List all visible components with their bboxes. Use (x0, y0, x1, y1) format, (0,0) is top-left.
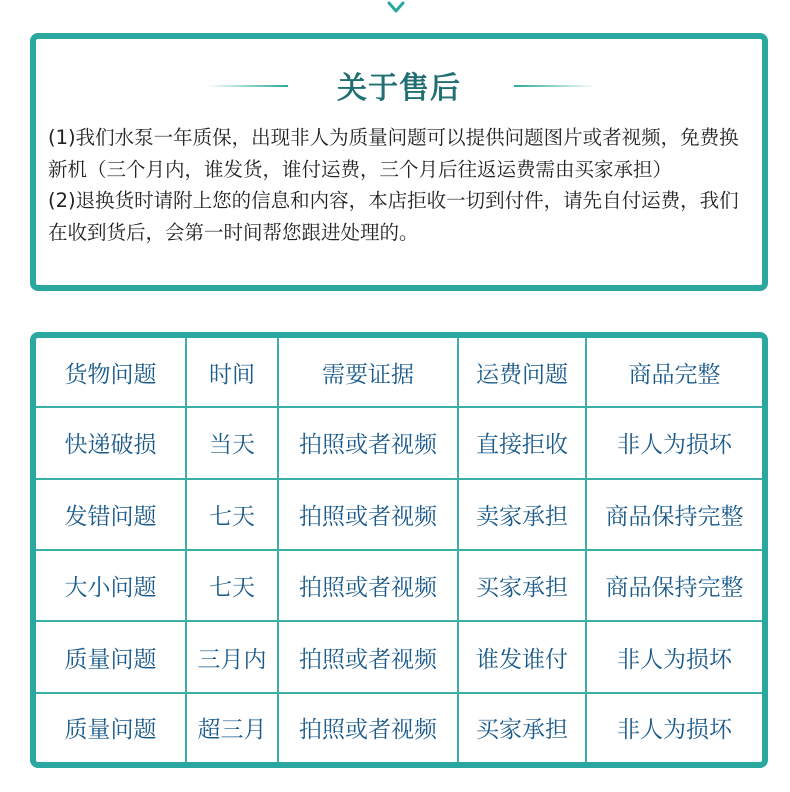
header-cell: 货物问题 (36, 338, 186, 407)
header-cell: 商品完整 (586, 338, 762, 407)
table-cell: 非人为损坏 (586, 407, 762, 478)
table-cell: 大小问题 (36, 550, 186, 621)
after-sales-table-panel (30, 332, 768, 768)
table-row (36, 550, 762, 621)
table-cell: 七天 (186, 479, 278, 550)
after-sales-table (36, 338, 762, 762)
after-sales-info-panel (30, 33, 768, 291)
table-row (36, 479, 762, 550)
table-cell: 卖家承担 (458, 479, 586, 550)
header-cell: 时间 (186, 338, 278, 407)
table-cell: 拍照或者视频 (278, 550, 458, 621)
header-cell: 需要证据 (278, 338, 458, 407)
chevron-down-icon (386, 0, 406, 16)
table-cell: 三月内 (186, 621, 278, 692)
table-cell: 快递破损 (36, 407, 186, 478)
table-cell: 买家承担 (458, 550, 586, 621)
title-decoration-right (514, 85, 596, 87)
table-cell: 非人为损坏 (586, 621, 762, 692)
title-row (36, 63, 762, 107)
table-row (36, 621, 762, 692)
table-header-row (36, 338, 762, 407)
header-cell: 运费问题 (458, 338, 586, 407)
table-row (36, 407, 762, 478)
table-cell: 拍照或者视频 (278, 621, 458, 692)
table-row (36, 693, 762, 762)
table-cell: 拍照或者视频 (278, 693, 458, 762)
table-cell: 超三月 (186, 693, 278, 762)
section-title: 关于售后 (337, 71, 461, 106)
table-cell: 发错问题 (36, 479, 186, 550)
table-cell: 质量问题 (36, 621, 186, 692)
table-cell: 质量问题 (36, 693, 186, 762)
table-cell: 直接拒收 (458, 407, 586, 478)
table-cell: 买家承担 (458, 693, 586, 762)
table-cell: 商品保持完整 (586, 479, 762, 550)
table-cell: 商品保持完整 (586, 550, 762, 621)
table-cell: 七天 (186, 550, 278, 621)
table-cell: 拍照或者视频 (278, 407, 458, 478)
info-paragraph-1: (1)我们水泵一年质保，出现非人为质量问题可以提供问题图片或者视频，免费换新机（三个月内，谁发货，谁付运费，三个月后往返运费需由买家承担） (48, 126, 739, 181)
table-cell: 非人为损坏 (586, 693, 762, 762)
table-cell: 当天 (186, 407, 278, 478)
info-paragraph-2: (2)退换货时请附上您的信息和内容，本店拒收一切到付件，请先自付运费，我们在收到货后，会第一时间帮您跟进处理的。 (48, 189, 739, 244)
info-text (48, 122, 754, 248)
table-cell: 拍照或者视频 (278, 479, 458, 550)
table-cell: 谁发谁付 (458, 621, 586, 692)
